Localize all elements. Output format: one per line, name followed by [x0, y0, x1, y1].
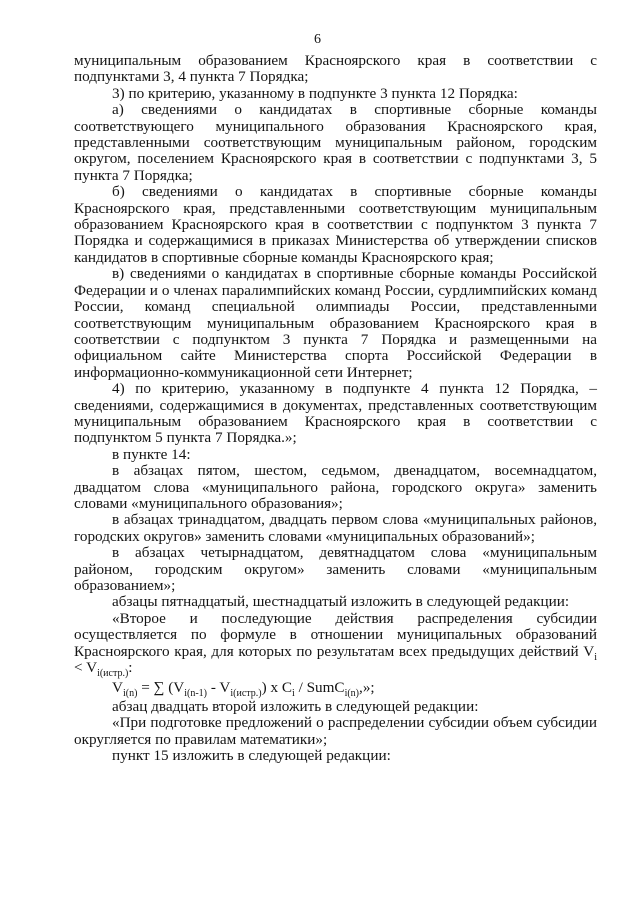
formula-a-sub: i(n-1) — [184, 688, 208, 700]
distribution-formula — [74, 679, 597, 700]
paragraph-criterion-3: 3) по критерию, указанному в подпункте 3 пункта 12 Порядка: — [112, 84, 518, 102]
formula-mul: ) x C — [261, 679, 292, 697]
formula-div: / SumC — [294, 679, 345, 697]
formula-minus: - V — [207, 679, 231, 697]
paragraph-point-14: в пункте 14: — [112, 445, 191, 463]
paragraph-item-v: в) сведениями о кандидатах в спортивные сборные команды Российской Федерации и о членах паралимпийских команд России, сурдлимпийских команд России, команд специальной олимпиады России, представленными соответствующим муниципальным образованием Красноярского края в соответствии с подпунктом 3 пункта 7 Порядка и размещенными на официальном сайте Министерства спорта Российской Федерации в информационно-коммуникационной сети Интернет; — [74, 265, 597, 381]
cond-v1: V — [583, 642, 595, 660]
formula-d-sub: i(n) — [344, 688, 360, 700]
document-body — [74, 53, 597, 764]
paragraph-item-b: б) сведениями о кандидатах в спортивные сборные команды Красноярского края, представленными соответствующим муниципальным образованием Красноярского края в соответствии с подпунктом 3 пункта 7 Порядка и содержащимися в приказах Министерства об утверждении списков кандидатов в спортивные сборные команды Красноярского края; — [74, 183, 597, 266]
cond-sub1: i — [594, 651, 598, 663]
quote-text: «Второе и последующие действия распределения субсидии осуществляется по формуле в отношении муниципальных образований Красноярского края, для которых по результатам всех предыдущих действий — [74, 609, 597, 660]
formula-lhs: V — [112, 679, 123, 697]
page-number: 6 — [314, 32, 321, 47]
paragraph-amend-4: абзацы пятнадцатый, шестнадцатый изложить в следующей редакции: — [112, 593, 570, 611]
paragraph-amend-3: в абзацах четырнадцатом, девятнадцатом слова «муниципальным районом, городским округом» заменить словами «муниципальным образованием»; — [74, 544, 597, 594]
paragraph-continuation: муниципальным образованием Красноярского края в соответствии с подпунктами 3, 4 пункта 7 Порядка; — [74, 52, 597, 86]
paragraph-point-15: пункт 15 изложить в следующей редакции: — [112, 747, 391, 765]
formula-eq: = ∑ (V — [137, 679, 185, 697]
paragraph-quote-distribution — [74, 609, 598, 680]
paragraph-amend-1: в абзацах пятом, шестом, седьмом, двенадцатом, восемнадцатом, двадцатом слова «муниципального района, городского округа» заменить словами «муниципального образования»; — [74, 462, 597, 512]
paragraph-quote-rounding: «При подготовке предложений о распределении субсидии объем субсидии округляется по правилам математики»; — [74, 714, 597, 748]
paragraph-criterion-4: 4) по критерию, указанному в подпункте 4 пункта 12 Порядка, – сведениями, содержащимися в документах, представленных соответствующим муниципальным образованием Красноярского края в соответствии с подпунктом 5 пункта 7 Порядка.»; — [74, 380, 597, 447]
formula-c-sub: i — [291, 688, 295, 700]
cond-tail: : — [128, 659, 133, 677]
cond-v2: V — [86, 659, 98, 677]
paragraph-amend-2: в абзацах тринадцатом, двадцать первом слова «муниципальных районов, городских округов» заменить словами «муниципальных образований»; — [74, 511, 597, 545]
formula-b-sub: i(истр.) — [230, 688, 262, 700]
cond-sub2: i(истр.) — [97, 668, 129, 680]
formula-end: ,»; — [359, 679, 375, 697]
cond-op: < — [74, 659, 87, 677]
paragraph-item-a: а) сведениями о кандидатах в спортивные сборные команды соответствующего муниципального образования Красноярского края, представленными соответствующим муниципальным районом, городским округом, поселением Красноярского края в соответствии с подпунктами 3, 5 пункта 7 Порядка; — [74, 101, 597, 184]
formula-lhs-sub: i(n) — [122, 688, 138, 700]
paragraph-amend-5: абзац двадцать второй изложить в следующей редакции: — [112, 697, 479, 715]
